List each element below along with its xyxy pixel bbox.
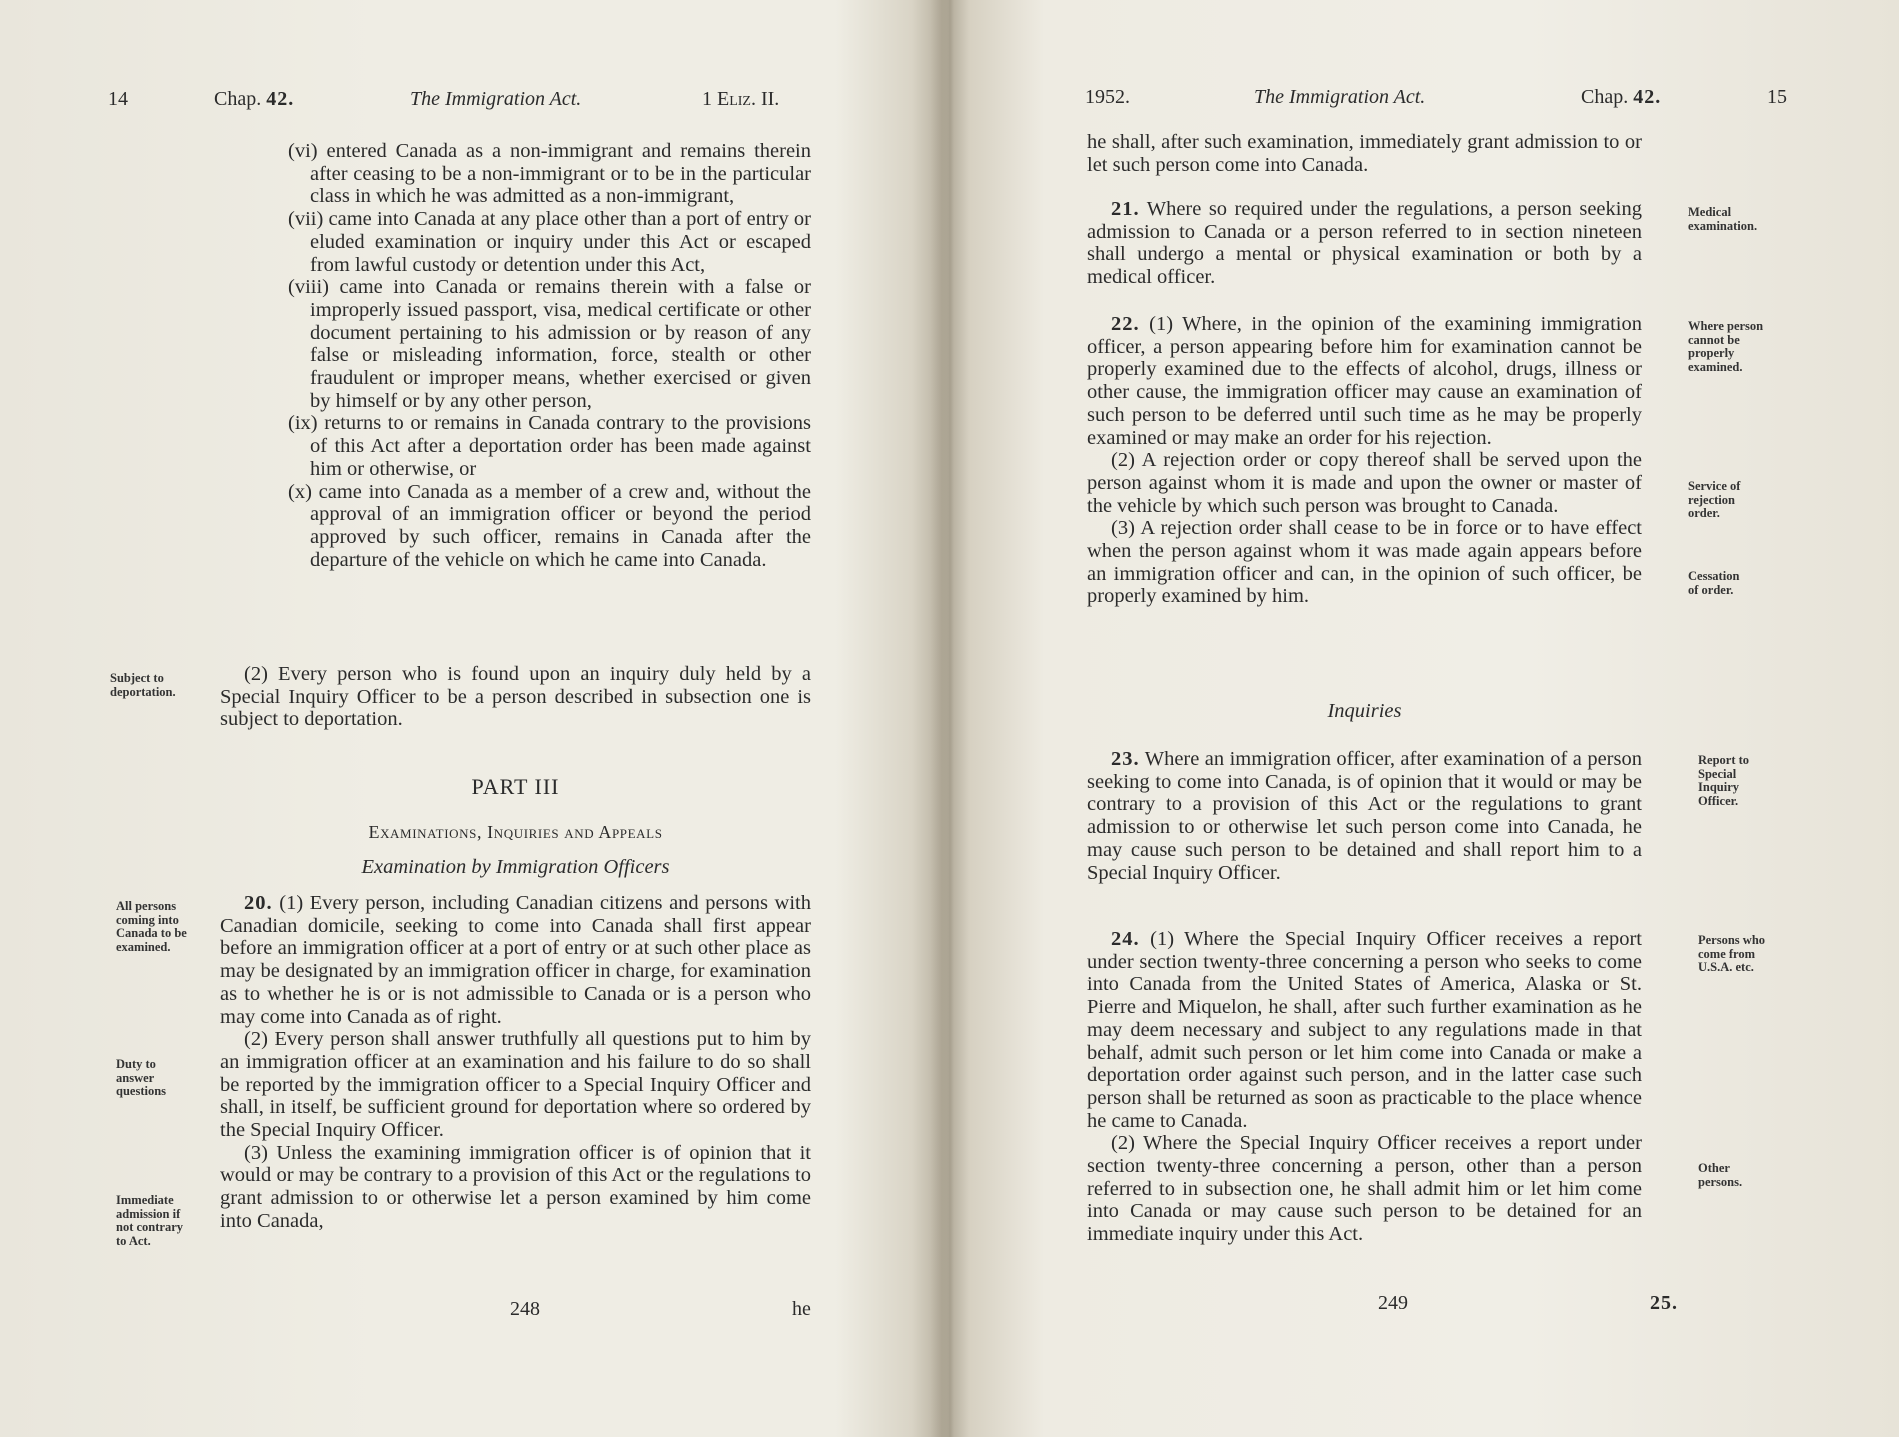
sec24-p1-text: (1) Where the Special Inquiry Officer receives a report under section twenty-three concerning a person who seeks to come into Canada from the United States of America, Alaska or St. Pierre and Miquelon, he shall, after such further examination as he may deem necessary and subject to any regulations made in that behalf, admit such person or let him come into Canada or make a deportation order against such person, and in the latter case such person shall be returned as soon as practicable to the place whence he came to Canada. bbox=[1087, 928, 1642, 1132]
chapter-label: Chap. bbox=[214, 88, 262, 110]
right-footer-catchword bbox=[1650, 1292, 1678, 1315]
sec23-body: Where an immigration officer, after examination of a person seeking to come into Canada, is of opinion that it would or may be contrary to a provision of this Act or the regulations to grant admission to or otherwise let such person come into Canada, he may cause such person to be detained and shall report him to a Special Inquiry Officer. bbox=[1087, 748, 1642, 884]
section-number: 23. bbox=[1111, 748, 1140, 770]
note-duty-to-answer: Duty to answer questions bbox=[116, 1057, 167, 1098]
sec20-p1-text: (1) Every person, including Canadian citizens and persons with Canadian domicile, seeking to come into Canada shall first appear before an immigration officer at a port of entry or at such other place as may be designated by an immigration officer in charge, for examination as to whether he is or is not admissible to Canada or is a person who may come into Canada as of right. bbox=[220, 892, 811, 1028]
section-21 bbox=[1087, 198, 1642, 289]
note-immediate-admission: Immediate admission if not contrary to Act. bbox=[116, 1193, 183, 1248]
section-number: 24. bbox=[1111, 928, 1140, 950]
left-footer-page-number: 248 bbox=[510, 1298, 540, 1320]
note-where-person-cannot: Where person cannot be properly examined. bbox=[1688, 319, 1764, 374]
note-other-persons: Other persons. bbox=[1698, 1161, 1743, 1189]
right-continuation bbox=[1087, 131, 1642, 176]
section-20 bbox=[220, 892, 811, 1233]
note-cessation-of-order: Cessation of order. bbox=[1688, 569, 1740, 597]
section-number: 21. bbox=[1111, 198, 1140, 220]
continuation-text: he shall, after such examination, immediately grant admission to or let such person come into Canada. bbox=[1087, 131, 1642, 176]
sec19-subsection-2 bbox=[220, 663, 811, 731]
right-page-number: 15 bbox=[1767, 86, 1787, 108]
chapter-number: 42. bbox=[266, 88, 295, 110]
section-number: 22. bbox=[1111, 313, 1140, 335]
note-medical-examination: Medical examination. bbox=[1688, 205, 1758, 233]
note-all-persons: All persons coming into Canada to be examined. bbox=[116, 899, 187, 954]
note-report-to-special: Report to Special Inquiry Officer. bbox=[1698, 753, 1750, 808]
sec23-text bbox=[1087, 748, 1642, 884]
sec21-body: Where so required under the regulations, a person seeking admission to Canada or a person referred to in section nineteen shall undergo a mental or physical examination or both by a medical officer. bbox=[1087, 198, 1642, 289]
right-page bbox=[960, 0, 1899, 1437]
section-number: 20. bbox=[244, 892, 273, 914]
right-year: 1952. bbox=[1085, 86, 1130, 108]
sec22-subsection-2: (2) A rejection order or copy thereof shall be served upon the person against whom it is made and upon the owner or master of the vehicle by which such person was brought to Canada. bbox=[1087, 449, 1642, 517]
left-chapter bbox=[214, 88, 294, 111]
inquiries-heading: Inquiries bbox=[1327, 700, 1402, 722]
left-footer-catchword: he bbox=[792, 1298, 811, 1320]
sec24-subsection-1 bbox=[1087, 928, 1642, 1132]
part-heading: PART III bbox=[471, 774, 560, 799]
right-footer-page-number: 249 bbox=[1378, 1292, 1408, 1314]
sec22-p1-text: (1) Where, in the opinion of the examining immigration officer, a person appearing before him for examination cannot be properly examined due to the effects of alcohol, drugs, illness or other cause, the immigration officer may cause an examination of such person to be deferred until such time as he may be properly examined or may make an order for his rejection. bbox=[1087, 313, 1643, 449]
sub-heading: Examination by Immigration Officers bbox=[361, 856, 670, 878]
section-heading: Examinations, Inquiries and Appeals bbox=[368, 822, 663, 842]
sec21-text bbox=[1087, 198, 1642, 289]
section-22 bbox=[1087, 313, 1642, 608]
sec22-subsection-3: (3) A rejection order shall cease to be in force or to have effect when the person against whom it was made again appears before an immigration officer and can, in the opinion of such officer, be properly examined by him. bbox=[1087, 517, 1642, 608]
catchword-text: 25. bbox=[1650, 1292, 1678, 1314]
clause-viii: (viii) came into Canada or remains therein with a false or improperly issued passport, visa, medical certificate or other document pertaining to his admission or by reason of any false or misleading information, force, stealth or other fraudulent or improper means, whether exercised or given by himself or by any other person, bbox=[288, 276, 811, 412]
sec22-subsection-1 bbox=[1087, 313, 1642, 449]
left-regnal-year: 1 Eliz. II. bbox=[702, 88, 780, 110]
left-clauses-block bbox=[286, 140, 811, 571]
right-chapter bbox=[1581, 86, 1661, 109]
chapter-number: 42. bbox=[1633, 86, 1662, 108]
sec20-subsection-2: (2) Every person shall answer truthfully all questions put to him by an immigration officer at an examination and his failure to do so shall be reported by the immigration officer to a Special Inquiry Officer and shall, in itself, be sufficient ground for deportation where so ordered by the Special Inquiry Officer. bbox=[220, 1028, 811, 1142]
clause-x: (x) came into Canada as a member of a crew and, without the approval of an immigration officer or beyond the period approved by such officer, remains in Canada after the departure of the vehicle on which he came into Canada. bbox=[288, 480, 811, 571]
clause-ix: (ix) returns to or remains in Canada contrary to the provisions of this Act after a deportation order has been made against him or otherwise, or bbox=[288, 412, 811, 480]
section-24 bbox=[1087, 928, 1642, 1246]
note-service-of-rejection: Service of rejection order. bbox=[1688, 479, 1741, 520]
sec20-subsection-1 bbox=[220, 892, 811, 1028]
section-23 bbox=[1087, 748, 1642, 884]
note-subject-to-deportation: Subject to deportation. bbox=[110, 671, 176, 699]
subsection-text: (2) Every person who is found upon an inquiry duly held by a Special Inquiry Officer to be a person described in subsection one is subject to deportation. bbox=[220, 663, 811, 731]
sec20-subsection-3: (3) Unless the examining immigration officer is of opinion that it would or may be contrary to a provision of this Act or the regulations to grant admission to or otherwise let a person examined by him come into Canada, bbox=[220, 1141, 811, 1232]
clause-vii: (vii) came into Canada at any place other than a port of entry or eluded examination or inquiry under this Act or escaped from lawful custody or detention under this Act, bbox=[288, 208, 811, 276]
clause-vi: (vi) entered Canada as a non-immigrant and remains therein after ceasing to be a non-immigrant or to be in the particular class in which he was admitted as a non-immigrant, bbox=[288, 140, 811, 208]
sec24-subsection-2: (2) Where the Special Inquiry Officer receives a report under section twenty-three concerning a person, other than a person referred to in subsection one, he shall admit him or let him come into Canada or may cause such person to be detained for an immediate inquiry under this Act. bbox=[1087, 1132, 1642, 1246]
left-page-number: 14 bbox=[108, 88, 128, 110]
right-running-title: The Immigration Act. bbox=[1254, 86, 1426, 108]
left-running-title: The Immigration Act. bbox=[410, 88, 582, 110]
left-page bbox=[0, 0, 940, 1437]
chapter-label: Chap. bbox=[1581, 86, 1629, 108]
note-persons-from-usa: Persons who come from U.S.A. etc. bbox=[1698, 933, 1766, 974]
